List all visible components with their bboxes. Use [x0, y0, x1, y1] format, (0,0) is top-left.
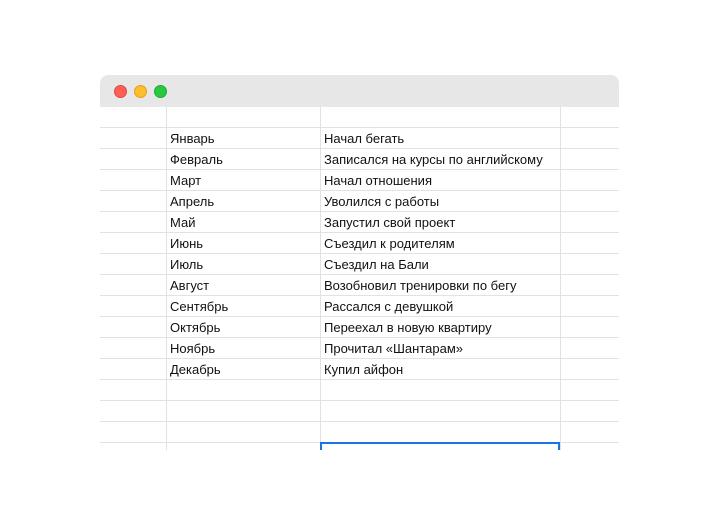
- event-cell[interactable]: [324, 401, 559, 421]
- month-cell[interactable]: Сентябрь: [170, 299, 229, 314]
- month-cell[interactable]: Февраль: [170, 152, 223, 167]
- table-row: [100, 422, 619, 443]
- month-cell[interactable]: [170, 401, 320, 421]
- table-row: [100, 212, 619, 233]
- table-row: [100, 254, 619, 275]
- event-cell[interactable]: Съездил к родителям: [324, 236, 455, 251]
- table-row: [100, 401, 619, 422]
- zoom-window-button[interactable]: [154, 85, 167, 98]
- month-cell[interactable]: Июль: [170, 257, 204, 272]
- close-window-button[interactable]: [114, 85, 127, 98]
- month-cell[interactable]: [170, 380, 320, 400]
- month-cell[interactable]: Май: [170, 215, 196, 230]
- spreadsheet-window: [100, 75, 619, 450]
- month-cell[interactable]: Апрель: [170, 194, 215, 209]
- window-titlebar: [100, 75, 619, 107]
- table-row: [100, 380, 619, 401]
- event-cell[interactable]: Запустил свой проект: [324, 215, 456, 230]
- event-cell[interactable]: Записался на курсы по английскому: [324, 152, 543, 167]
- table-row: [100, 170, 619, 191]
- table-row: [100, 191, 619, 212]
- event-cell[interactable]: Рассался с девушкой: [324, 299, 454, 314]
- event-cell[interactable]: Возобновил тренировки по бегу: [324, 278, 517, 293]
- table-row: [100, 338, 619, 359]
- event-cell[interactable]: Начал бегать: [324, 131, 405, 146]
- event-cell[interactable]: [324, 380, 559, 400]
- table-row: [100, 296, 619, 317]
- table-row: [100, 128, 619, 149]
- table-row: [100, 275, 619, 296]
- month-cell[interactable]: [170, 422, 320, 442]
- table-row: [100, 359, 619, 380]
- event-cell[interactable]: Купил айфон: [324, 362, 404, 377]
- event-cell[interactable]: [324, 107, 559, 127]
- active-cell-selection[interactable]: [320, 442, 560, 450]
- event-cell[interactable]: [324, 422, 559, 442]
- minimize-window-button[interactable]: [134, 85, 147, 98]
- month-cell[interactable]: Декабрь: [170, 362, 221, 377]
- month-cell[interactable]: [170, 107, 320, 127]
- table-row: [100, 317, 619, 338]
- month-cell[interactable]: Март: [170, 173, 202, 188]
- table-row: [100, 107, 619, 128]
- month-cell[interactable]: Июнь: [170, 236, 204, 251]
- event-cell[interactable]: Прочитал «Шантарам»: [324, 341, 464, 356]
- month-cell[interactable]: Январь: [170, 131, 215, 146]
- event-cell[interactable]: Переехал в новую квартиру: [324, 320, 492, 335]
- spreadsheet-grid: [100, 107, 619, 450]
- month-cell[interactable]: Август: [170, 278, 210, 293]
- event-cell[interactable]: Съездил на Бали: [324, 257, 429, 272]
- event-cell[interactable]: Начал отношения: [324, 173, 432, 188]
- table-row: [100, 233, 619, 254]
- month-cell[interactable]: Октябрь: [170, 320, 221, 335]
- month-cell[interactable]: Ноябрь: [170, 341, 216, 356]
- table-row: [100, 149, 619, 170]
- event-cell[interactable]: Уволился с работы: [324, 194, 440, 209]
